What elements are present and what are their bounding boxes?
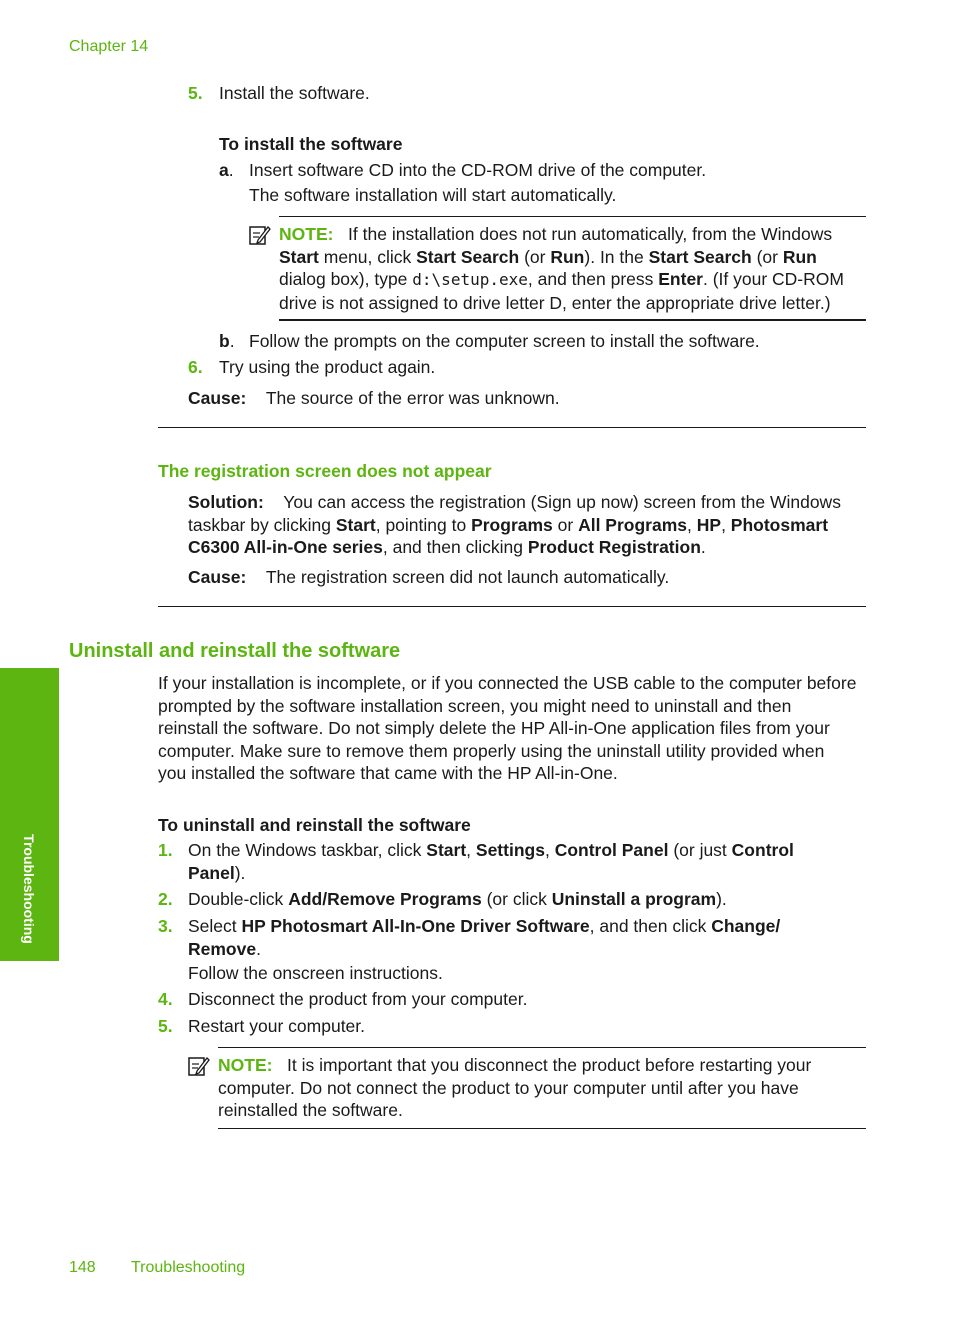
section-divider (158, 427, 866, 428)
step-text: Select HP Photosmart All-In-One Driver Software, and then click Change/ Remove. (188, 916, 781, 959)
step-number: 1. (158, 840, 173, 860)
subsection-heading: The registration screen does not appear (158, 461, 492, 481)
note-pencil-icon (249, 224, 271, 246)
note-text: NOTE: It is important that you disconnect the product before restarting your computer. Do not connect the product to your computer until after you have reinstalled the software. (218, 1055, 812, 1120)
substep-text: Insert software CD into the CD-ROM drive of the computer. (249, 160, 707, 180)
substep-marker: a. (219, 160, 234, 180)
section-heading: Uninstall and reinstall the software (69, 640, 401, 662)
step-text: Install the software. (219, 83, 370, 103)
step-number: 5. (188, 83, 203, 103)
cause-text: Cause: The source of the error was unknown. (188, 388, 560, 408)
cause-text: Cause: The registration screen did not launch automatically. (188, 567, 670, 587)
section-divider (158, 606, 866, 607)
step-number: 3. (158, 916, 173, 936)
step-followup: Follow the onscreen instructions. (188, 963, 443, 983)
step-text: Disconnect the product from your computer. (188, 989, 528, 1009)
solution-text: Solution: You can access the registration (Sign up now) screen from the Windows taskbar by clicking Start, pointing to Programs or All Programs, HP, Photosmart C6300 All-in-One series, and then clicking Product Registration. (188, 492, 841, 557)
step-text: Try using the product again. (219, 357, 436, 377)
page-number: 148 (69, 1259, 96, 1276)
step-text: Restart your computer. (188, 1016, 366, 1036)
procedure-heading: To uninstall and reinstall the software (158, 815, 471, 835)
step-text: Double-click Add/Remove Programs (or click Uninstall a program). (188, 889, 727, 909)
note-text: NOTE: If the installation does not run automatically, from the Windows Start menu, click Start Search (or Run). In the Start Search (or Run dialog box), type d:\setup.exe, and then press Enter. (If your CD-ROM drive is not assigned to drive letter D, enter the appropriate drive letter.) (279, 224, 844, 313)
note-bottom-rule (218, 1128, 866, 1129)
substep-followup: The software installation will start automatically. (249, 185, 617, 205)
step-number: 5. (158, 1016, 173, 1036)
note-top-rule (279, 216, 866, 217)
note-pencil-icon (188, 1055, 210, 1077)
note-top-rule (218, 1047, 866, 1048)
procedure-heading: To install the software (219, 134, 403, 154)
step-text: On the Windows taskbar, click Start, Settings, Control Panel (or just Control Panel). (188, 840, 794, 883)
step-number: 2. (158, 889, 173, 909)
footer-section: Troubleshooting (131, 1259, 246, 1276)
side-tab-label: Troubleshooting (21, 834, 37, 944)
step-number: 4. (158, 989, 173, 1009)
chapter-header: Chapter 14 (69, 38, 149, 55)
step-number: 6. (188, 357, 203, 377)
note-bottom-rule (279, 319, 866, 321)
substep-marker: b. (219, 331, 235, 351)
body-paragraph: If your installation is incomplete, or if you connected the USB cable to the computer before prompted by the software installation screen, you might need to uninstall and then reinstall the software. Do not simply delete the HP All-in-One application files from your computer. Make sure to remove them properly using the uninstall utility provided when you installed the software that came with the HP All-in-One. (158, 673, 857, 783)
substep-text: Follow the prompts on the computer screen to install the software. (249, 331, 760, 351)
